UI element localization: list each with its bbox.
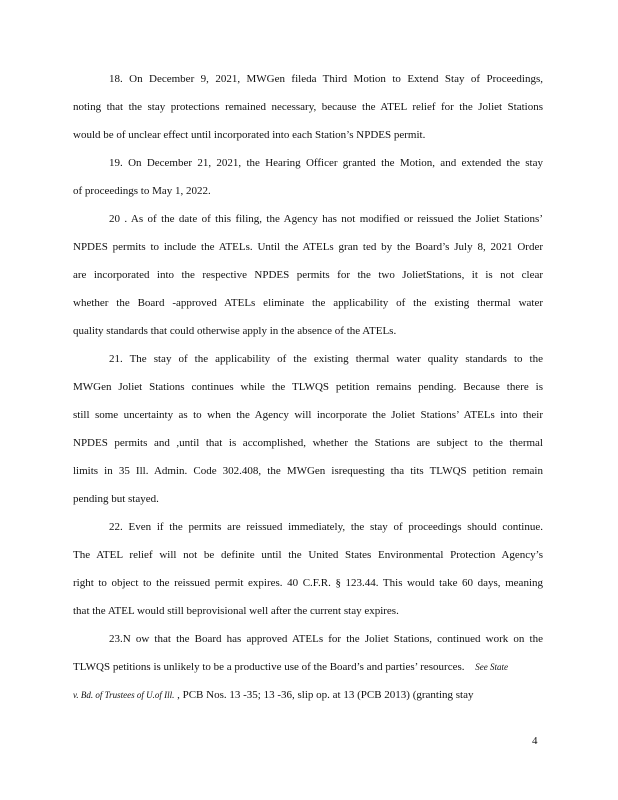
- page-number: 4: [532, 735, 538, 747]
- paragraph-18-line-3: would be of unclear effect until incorporated into each Station’s NPDES permit.: [73, 129, 426, 141]
- paragraph-21-line-3: still some uncertainty as to when the Agency will incorporate the Joliet Stations’ ATELs into their: [73, 409, 543, 421]
- paragraph-20-line-3: are incorporated into the respective NPDES permits for the two JolietStations, it is not clear: [73, 269, 543, 281]
- paragraph-19-line-2: of proceedings to May 1, 2022.: [73, 185, 211, 197]
- paragraph-22-line-4: that the ATEL would still beprovisional well after the current stay expires.: [73, 605, 399, 617]
- paragraph-21-line-6: pending but stayed.: [73, 493, 159, 505]
- paragraph-19-line-1: 19. On December 21, 2021, the Hearing Officer granted the Motion, and extended the stay: [109, 157, 543, 169]
- paragraph-20-line-4: whether the Board -approved ATELs eliminate the applicability of the existing thermal water: [73, 297, 543, 309]
- paragraph-22-line-3: right to object to the reissued permit expires. 40 C.F.R. § 123.44. This would take 60 days, meaning: [73, 577, 543, 589]
- paragraph-20-line-5: quality standards that could otherwise apply in the absence of the ATELs.: [73, 325, 397, 337]
- paragraph-20-line-1: 20 . As of the date of this filing, the Agency has not modified or reissued the Joliet Stations’: [109, 213, 543, 225]
- paragraph-23-line-2: [73, 660, 543, 674]
- citation-reporter: , PCB Nos. 13 -35; 13 -36, slip op. at 13 (PCB 2013) (granting stay: [177, 689, 474, 701]
- paragraph-22-line-2: The ATEL relief will not be definite until the United States Environmental Protection Agency’s: [73, 549, 543, 561]
- paragraph-20-line-2: NPDES permits to include the ATELs. Until the ATELs gran ted by the Board’s July 8, 2021 Order: [73, 241, 543, 253]
- paragraph-21-line-1: 21. The stay of the applicability of the existing thermal water quality standards to the: [109, 353, 543, 365]
- paragraph-21-line-4: NPDES permits and ,until that is accomplished, whether the Stations are subject to the thermal: [73, 437, 543, 449]
- paragraph-21-line-5: limits in 35 Ill. Admin. Code 302.408, the MWGen isrequesting tha tits TLWQS petition remain: [73, 465, 543, 477]
- citation-case-name: v. Bd. of Trustees of U.of Ill.: [73, 690, 175, 700]
- paragraph-23-line-1: 23.N ow that the Board has approved ATELs for the Joliet Stations, continued work on the: [109, 633, 543, 645]
- paragraph-18-line-2: noting that the stay protections remained necessary, because the ATEL relief for the Joliet Stations: [73, 101, 543, 113]
- paragraph-22-line-1: 22. Even if the permits are reissued immediately, the stay of proceedings should continue.: [109, 521, 543, 533]
- paragraph-23-line-3: [73, 688, 543, 702]
- paragraph-23-line-2-text: TLWQS petitions is unlikely to be a productive use of the Board’s and parties’ resources.: [73, 661, 465, 673]
- citation-signal: See State: [475, 662, 509, 672]
- paragraph-18-line-1: 18. On December 9, 2021, MWGen fileda Third Motion to Extend Stay of Proceedings,: [109, 73, 543, 85]
- paragraph-21-line-2: MWGen Joliet Stations continues while the TLWQS petition remains pending. Because there is: [73, 381, 543, 393]
